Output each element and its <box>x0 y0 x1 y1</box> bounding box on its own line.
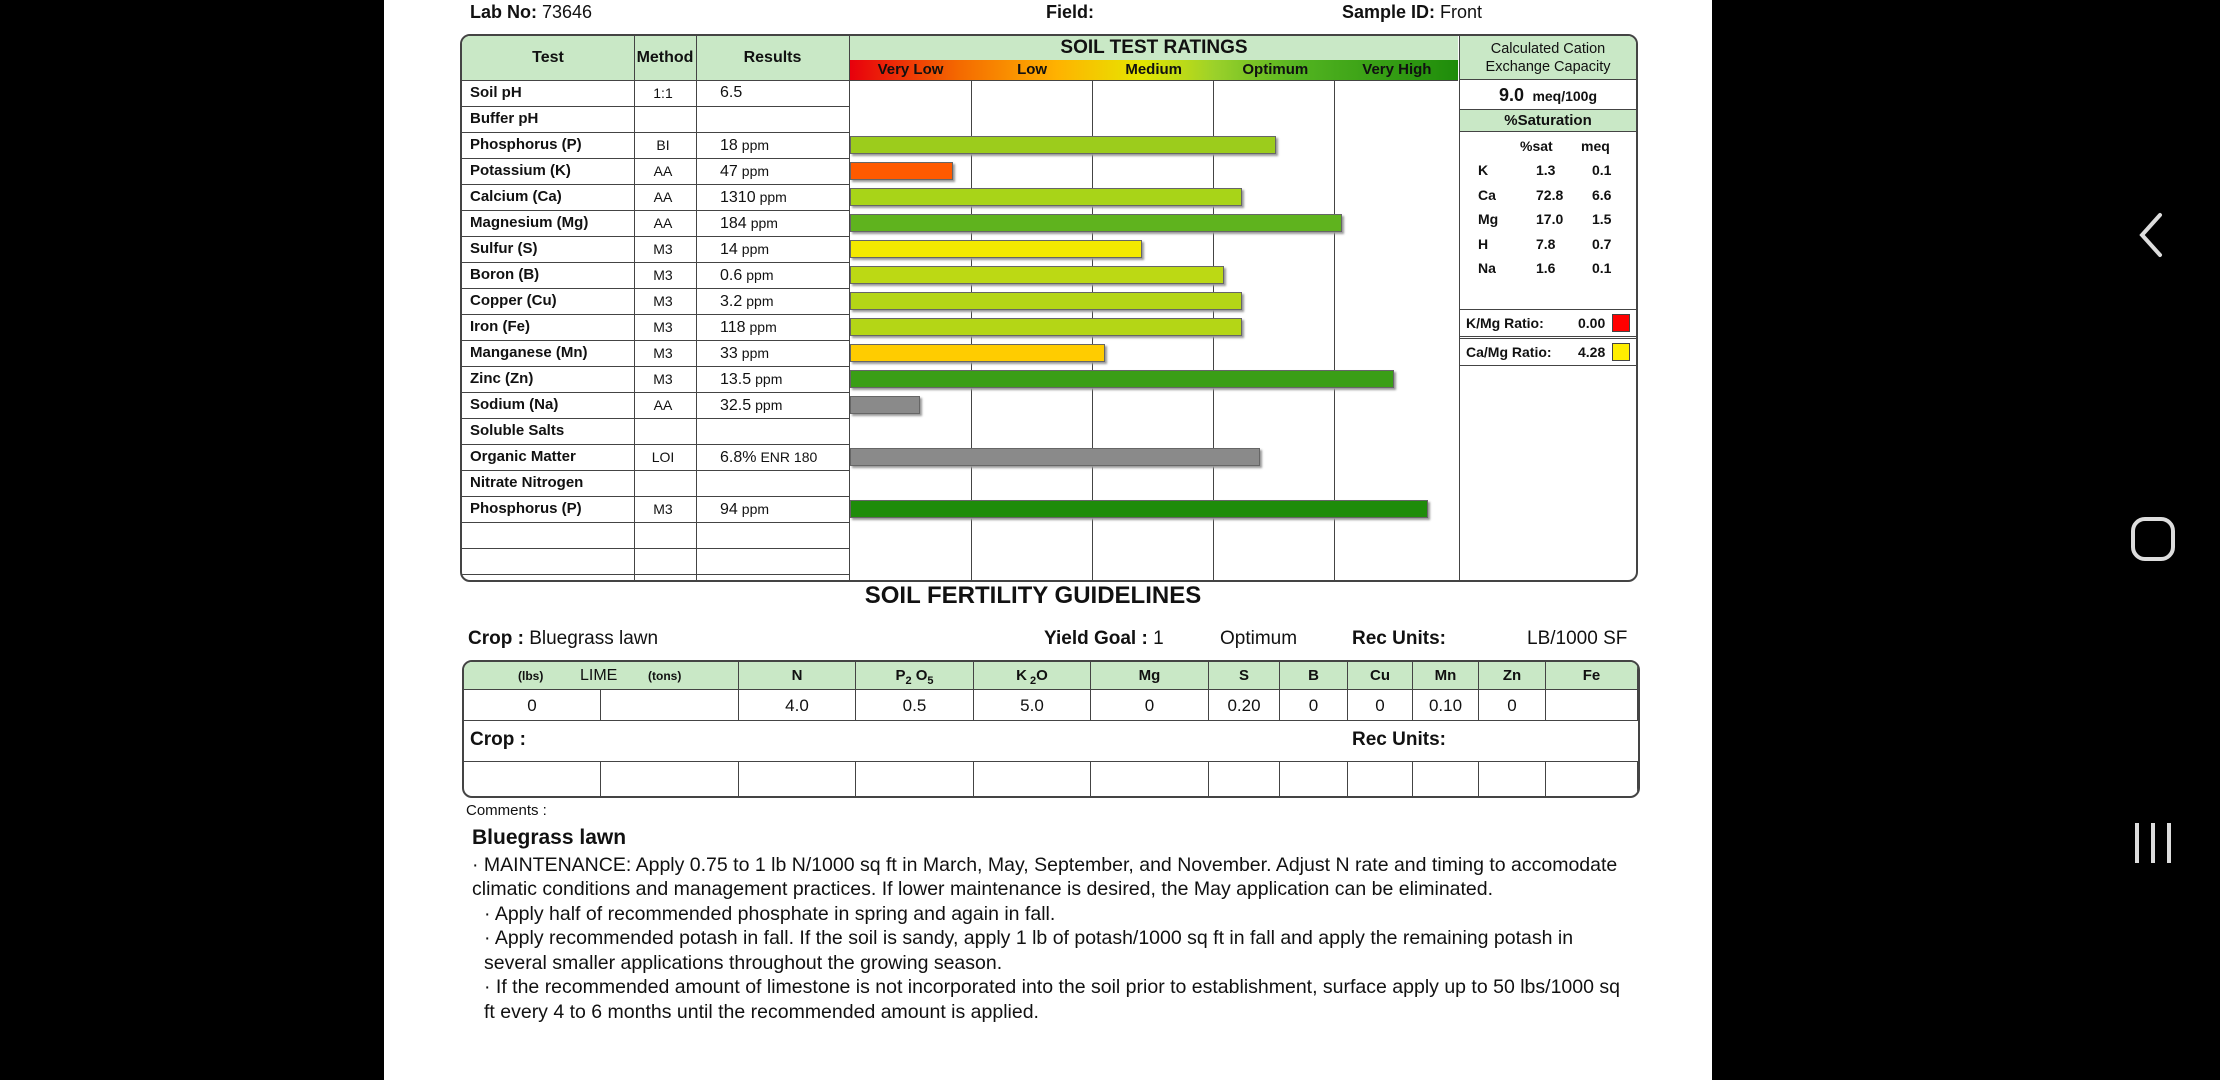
soil-report-page <box>384 0 1712 1080</box>
test-name: Sodium (Na) <box>470 396 559 413</box>
nutrient-symbol: Mn <box>1434 667 1457 684</box>
nutrient-value: 5.0 <box>974 690 1091 721</box>
test-row <box>462 80 849 107</box>
test-method: AA <box>653 397 673 413</box>
nutrient-oxide: O <box>911 667 928 684</box>
camg-label: Ca/Mg Ratio: <box>1466 344 1552 360</box>
test-name: Zinc (Zn) <box>470 370 534 387</box>
nutrient-value: 0 <box>1479 690 1546 721</box>
test-name: Phosphorus (P) <box>470 136 582 153</box>
nutrient-header <box>1348 662 1413 690</box>
test-row <box>462 262 849 289</box>
result-value: 6.8% <box>720 449 757 466</box>
test-row <box>462 548 849 575</box>
test-name: Soil pH <box>470 84 522 101</box>
comment-limestone: · If the recommended amount of limestone is not incorporated into the soil prior to establishment, surface apply up to 50 lbs/1000 sq ft every 4 to 6 months until the recommended amount is applied. <box>484 976 1620 1023</box>
empty-cell <box>1091 762 1209 796</box>
test-row <box>462 366 849 393</box>
rating-bar <box>850 370 1394 388</box>
result-unit: ppm <box>759 189 787 205</box>
test-name: Manganese (Mn) <box>470 344 588 361</box>
test-result <box>696 288 846 314</box>
nutrient-symbol: K <box>1016 667 1027 684</box>
rating-scale <box>850 60 1458 81</box>
test-result <box>696 210 846 236</box>
rating-level-label: Optimum <box>1242 61 1309 78</box>
recents-icon[interactable] <box>2130 818 2176 868</box>
sat-percent: 1.6 <box>1536 260 1556 276</box>
result-value: 1310 <box>720 189 756 206</box>
lime-label: LIME <box>580 667 618 684</box>
test-method: LOI <box>651 449 675 465</box>
test-result <box>696 132 846 158</box>
nutrient-symbol: S <box>1238 667 1249 684</box>
sat-meq: 6.6 <box>1592 186 1612 203</box>
result-unit: ppm <box>741 163 770 179</box>
test-result <box>696 106 846 132</box>
nutrient-subscript: 2 <box>1026 675 1037 687</box>
test-result <box>696 470 846 496</box>
test-result <box>696 262 846 288</box>
rating-bar <box>850 448 1260 466</box>
empty-cell <box>1348 762 1413 796</box>
camg-swatch <box>1612 343 1630 361</box>
result-value: 118 <box>720 319 746 336</box>
lab-no <box>470 2 592 23</box>
nutrient-header <box>1091 662 1209 690</box>
empty-cell <box>1546 762 1638 796</box>
empty-cell <box>464 762 601 796</box>
test-method: AA <box>653 163 673 179</box>
test-method: AA <box>653 189 673 205</box>
test-method <box>632 548 694 574</box>
cec-value-box <box>1460 80 1636 110</box>
test-row <box>462 392 849 419</box>
nutrient-subscript: 5 <box>927 675 934 687</box>
test-method: 1:1 <box>653 85 673 101</box>
rating-bar <box>850 136 1276 154</box>
empty-cell <box>1209 762 1280 796</box>
rating-level-label: Medium <box>1125 61 1183 78</box>
cec-unit: meq/100g <box>1532 88 1598 104</box>
rating-bar <box>850 240 1142 258</box>
rating-bar <box>850 292 1242 310</box>
test-row <box>462 288 849 315</box>
cec-title <box>1460 36 1636 80</box>
test-result <box>696 314 846 340</box>
nutrient-header <box>974 662 1091 690</box>
col-test: Test <box>462 36 635 81</box>
result-unit: ppm <box>750 215 778 231</box>
test-name: Potassium (K) <box>470 162 571 179</box>
test-method: M3 <box>653 501 673 517</box>
rating-bar <box>850 214 1342 232</box>
col-results: Results <box>696 36 850 81</box>
nutrient-symbol: Cu <box>1370 667 1390 684</box>
test-name: Sulfur (S) <box>470 240 538 257</box>
nutrient-value: 0 <box>464 690 601 721</box>
result-unit: ppm <box>741 137 770 153</box>
crop-line <box>468 628 658 650</box>
test-result <box>696 340 846 366</box>
nutrient-value: 0 <box>1280 690 1348 721</box>
result-unit: ENR 180 <box>760 449 818 465</box>
nutrient-symbol: Mg <box>1138 667 1161 684</box>
rating-level-label: Very Low <box>877 61 944 78</box>
test-row <box>462 210 849 237</box>
rec-units-value: LB/1000 SF <box>1527 628 1628 649</box>
sat-percent: 72.8 <box>1536 186 1564 203</box>
test-method <box>632 470 694 496</box>
result-value: 6.5 <box>720 84 743 101</box>
column-divider <box>696 36 697 580</box>
comments-heading: Bluegrass lawn <box>472 826 627 849</box>
empty-cell <box>974 762 1091 796</box>
test-name: Boron (B) <box>470 266 540 283</box>
sat-percent: 7.8 <box>1536 235 1556 252</box>
test-method <box>632 418 694 444</box>
test-row <box>462 522 849 549</box>
sat-ion: H <box>1478 235 1489 252</box>
sat-meq: 1.5 <box>1592 211 1612 227</box>
sat-meq: 0.7 <box>1592 235 1612 252</box>
test-row <box>462 158 849 185</box>
comments-body <box>472 826 1632 1024</box>
sat-ion: K <box>1478 162 1489 178</box>
test-result <box>696 418 846 444</box>
test-method: M3 <box>653 241 673 257</box>
comments-label: Comments : <box>466 802 547 819</box>
test-result <box>696 444 846 470</box>
test-name: Buffer pH <box>470 110 539 127</box>
field-label: Field: <box>1046 2 1094 22</box>
sat-ion: Ca <box>1478 186 1496 203</box>
test-method: BI <box>656 137 670 153</box>
kmg-ratio <box>1460 309 1636 337</box>
sample-id <box>1342 2 1482 23</box>
crop-label: Crop : <box>468 628 524 649</box>
nutrient-subscript: 2 <box>905 675 912 687</box>
result-unit: ppm <box>746 267 774 283</box>
test-row <box>462 340 849 367</box>
rating-bar <box>850 344 1105 362</box>
ratings-title: SOIL TEST RATINGS <box>850 36 1458 60</box>
nutrient-oxide: O <box>1036 667 1048 684</box>
test-row <box>462 106 849 133</box>
rating-bar <box>850 266 1224 284</box>
result-value: 94 <box>720 501 738 518</box>
nutrient-value: 0.5 <box>856 690 974 721</box>
sat-ion: Na <box>1478 260 1496 276</box>
lab-no-label: Lab No: <box>470 2 537 22</box>
nutrient-value: 0.10 <box>1413 690 1479 721</box>
guidelines-title: SOIL FERTILITY GUIDELINES <box>864 582 1202 609</box>
rating-level-label: Low <box>1017 61 1048 78</box>
soil-test-table <box>460 34 1638 582</box>
test-name: Magnesium (Mg) <box>470 214 589 231</box>
guidelines-table <box>462 660 1640 798</box>
test-row <box>462 444 849 471</box>
test-result <box>696 548 846 574</box>
test-row <box>462 496 849 523</box>
rating-bar <box>850 162 953 180</box>
nutrient-value: 0 <box>1091 690 1209 721</box>
rating-level-label: Very High <box>1362 61 1432 78</box>
sample-id-label: Sample ID: <box>1342 2 1436 22</box>
result-unit: ppm <box>741 241 770 257</box>
yield-goal <box>1044 628 1164 650</box>
rec-units2-label: Rec Units: <box>1352 729 1446 750</box>
test-name: Organic Matter <box>470 448 576 465</box>
test-method: M3 <box>653 371 673 387</box>
lime-lbs: (lbs) <box>518 669 544 683</box>
test-row <box>462 418 849 445</box>
nutrient-symbol: Zn <box>1502 667 1522 684</box>
nutrient-value <box>601 690 739 721</box>
result-value: 32.5 <box>720 397 752 414</box>
nutrient-value <box>1546 690 1638 721</box>
test-method: M3 <box>653 293 673 309</box>
test-name: Soluble Salts <box>470 422 565 439</box>
crop2-row <box>464 721 1638 762</box>
nutrient-header <box>1209 662 1280 690</box>
result-value: 184 <box>720 215 747 232</box>
crop-value: Bluegrass lawn <box>529 628 659 649</box>
lime-header <box>464 662 739 690</box>
test-result <box>696 184 846 210</box>
test-row <box>462 470 849 497</box>
nutrient-symbol: B <box>1308 667 1319 684</box>
empty-cell <box>601 762 739 796</box>
nutrient-header <box>856 662 974 690</box>
column-divider <box>634 36 635 580</box>
yield-level: Optimum <box>1220 628 1298 649</box>
empty-cell <box>856 762 974 796</box>
kmg-label: K/Mg Ratio: <box>1466 315 1544 331</box>
test-method <box>632 522 694 548</box>
sat-percent: 1.3 <box>1536 162 1556 178</box>
test-method <box>632 106 694 132</box>
nutrient-header <box>1479 662 1546 690</box>
nutrient-header <box>1280 662 1348 690</box>
result-unit: ppm <box>746 293 774 309</box>
lime-tons: (tons) <box>648 669 682 683</box>
result-value: 0.6 <box>720 267 743 284</box>
nutrient-value: 4.0 <box>739 690 856 721</box>
nutrient-value: 0.20 <box>1209 690 1280 721</box>
sample-id-value: Front <box>1440 2 1483 22</box>
test-name: Copper (Cu) <box>470 292 557 309</box>
sat-meq: 0.1 <box>1592 260 1612 276</box>
kmg-value: 0.00 <box>1578 315 1606 331</box>
empty-cell <box>1413 762 1479 796</box>
empty-cell <box>739 762 856 796</box>
saturation-title: %Saturation <box>1460 110 1636 132</box>
comment-phosphate: · Apply half of recommended phosphate in spring and again in fall. <box>484 902 1056 925</box>
test-result <box>696 366 846 392</box>
crop2-label: Crop : <box>470 729 526 750</box>
nutrient-header <box>1413 662 1479 690</box>
sat-col-header: %sat <box>1520 138 1553 154</box>
result-unit: ppm <box>755 371 783 387</box>
sat-percent: 17.0 <box>1536 211 1564 227</box>
comment-maintenance: · MAINTENANCE: Apply 0.75 to 1 lb N/1000 sq ft in March, May, September, and November. Adjust N rate and timing to accomodate climatic conditions and management practices. If lower maintenance is desired, the May application can be eliminated. <box>472 853 1618 900</box>
cec-value: 9.0 <box>1498 85 1524 105</box>
rating-bar <box>850 188 1242 206</box>
test-result <box>696 158 846 184</box>
yield-label: Yield Goal : <box>1044 628 1148 649</box>
nutrient-header <box>739 662 856 690</box>
test-result <box>696 522 846 548</box>
test-result <box>696 236 846 262</box>
cec-title-line1: Calculated Cation <box>1490 41 1606 57</box>
column-divider <box>1459 36 1460 580</box>
test-result <box>696 496 846 522</box>
nutrient-symbol: N <box>791 667 803 684</box>
result-unit: ppm <box>741 345 770 361</box>
rating-bar <box>850 396 920 414</box>
cec-title-line2: Exchange Capacity <box>1485 59 1611 75</box>
result-value: 3.2 <box>720 293 743 310</box>
test-name: Nitrate Nitrogen <box>470 474 584 491</box>
nutrient-header <box>1546 662 1638 690</box>
camg-value: 4.28 <box>1578 344 1606 360</box>
test-result <box>696 392 846 418</box>
cec-panel <box>1460 36 1636 580</box>
test-result <box>696 80 846 106</box>
kmg-swatch <box>1612 314 1630 332</box>
sat-ion: Mg <box>1478 211 1499 227</box>
yield-value: 1 <box>1153 628 1164 649</box>
result-unit: ppm <box>741 501 770 517</box>
home-icon[interactable] <box>2130 514 2176 564</box>
test-method: AA <box>653 215 673 231</box>
lab-no-value: 73646 <box>542 2 593 22</box>
result-value: 14 <box>720 241 738 258</box>
empty-cell <box>1479 762 1546 796</box>
col-method: Method <box>634 36 697 81</box>
test-row <box>462 184 849 211</box>
nutrient-value: 0 <box>1348 690 1413 721</box>
result-value: 47 <box>720 163 738 180</box>
result-unit: ppm <box>755 397 783 413</box>
test-method: M3 <box>653 345 673 361</box>
rating-bar <box>850 318 1242 336</box>
rating-bar <box>850 500 1428 518</box>
result-unit: ppm <box>749 319 777 335</box>
test-name: Phosphorus (P) <box>470 500 582 517</box>
camg-ratio <box>1460 338 1636 366</box>
result-value: 13.5 <box>720 371 752 388</box>
result-value: 33 <box>720 345 738 362</box>
test-row <box>462 236 849 263</box>
test-name: Iron (Fe) <box>470 318 530 335</box>
result-value: 18 <box>720 137 738 154</box>
sat-meq: 0.1 <box>1592 162 1612 178</box>
meq-col-header: meq <box>1581 138 1610 154</box>
back-icon[interactable] <box>2130 210 2176 260</box>
empty-cell <box>1280 762 1348 796</box>
comment-potash: · Apply recommended potash in fall. If the soil is sandy, apply 1 lb of potash/1000 sq ft in fall and apply the remaining potash in several smaller applications throughout the growing season. <box>484 927 1574 974</box>
test-name: Calcium (Ca) <box>470 188 562 205</box>
test-method: M3 <box>653 267 673 283</box>
test-row <box>462 132 849 159</box>
nutrient-symbol: P <box>895 667 906 684</box>
test-method: M3 <box>653 319 673 335</box>
test-row <box>462 314 849 341</box>
rec-units-label: Rec Units: <box>1352 628 1446 649</box>
nutrient-symbol: Fe <box>1582 667 1601 684</box>
